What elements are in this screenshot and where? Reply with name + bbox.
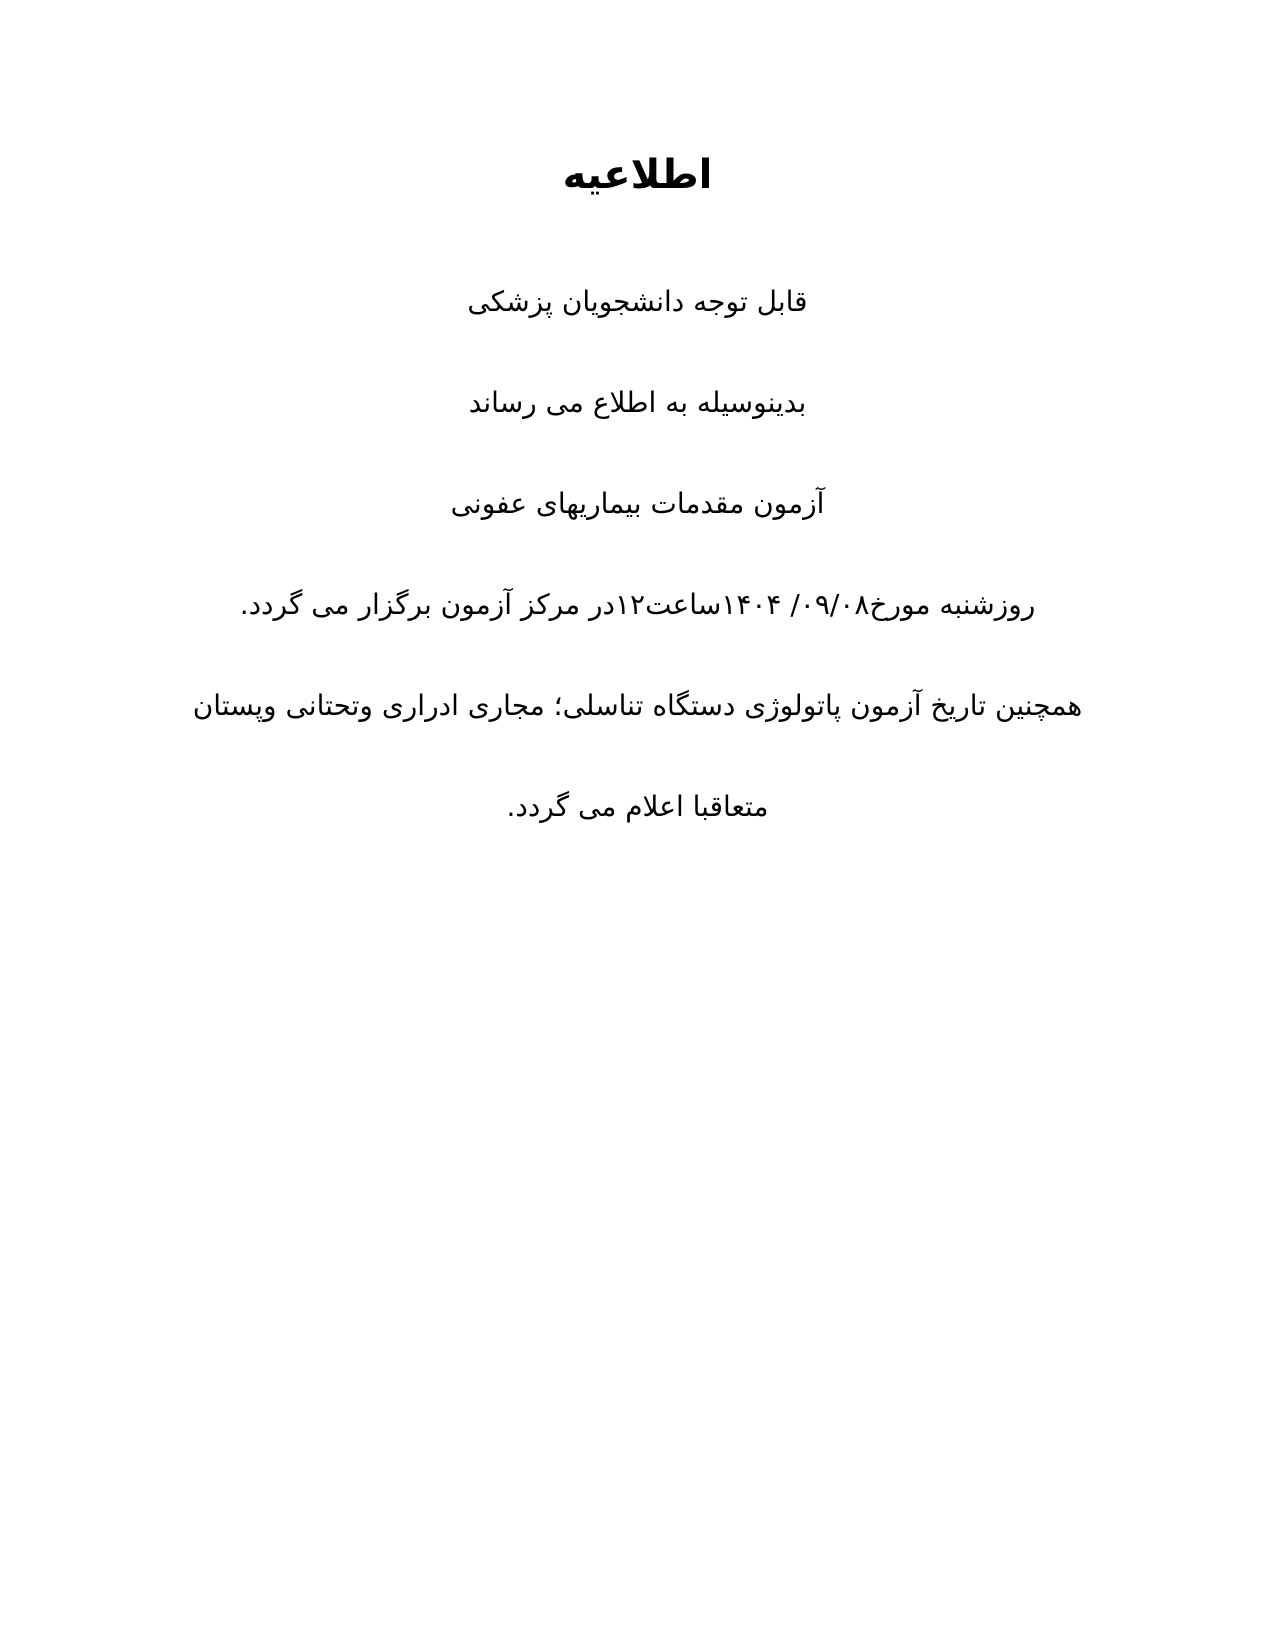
audience-line: قابل توجه دانشجویان پزشکی	[467, 285, 808, 318]
other-exam-followup: متعاقبا اعلام می گردد.	[506, 790, 769, 823]
exam-schedule: روزشنبه مورخ۰۹/۰۸/ ۱۴۰۴ساعت۱۲در مرکز آزمون برگزار می گردد.	[239, 588, 1036, 621]
exam-name: آزمون مقدمات بیماریهای عفونی	[450, 487, 825, 520]
announcement-intro: بدینوسیله به اطلاع می رساند	[468, 386, 807, 419]
other-exam-line: همچنین تاریخ آزمون پاتولوژی دستگاه تناسلی؛ مجاری ادراری وتحتانی وپستان	[192, 689, 1083, 722]
notice-title: اطلاعیه	[562, 152, 713, 198]
